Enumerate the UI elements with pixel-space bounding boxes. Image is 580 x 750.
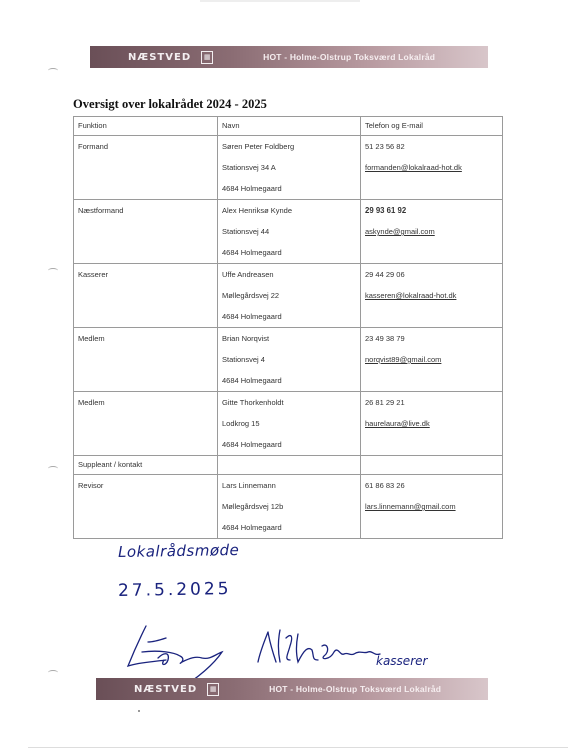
organization-name: HOT - Holme-Olstrup Toksværd Lokalråd [269,684,442,694]
contact-cell [361,456,503,475]
member-email[interactable]: formanden@lokalraad-hot.dk [365,163,462,172]
member-name: Gitte Thorkenholdt [222,398,284,407]
handwritten-role: kasserer [376,654,428,668]
page-edge [28,747,568,748]
member-name: Lars Linnemann [222,481,276,490]
punch-hole-mark [48,268,58,273]
crest-icon: ▦ [201,51,213,64]
contact-cell [361,475,503,539]
member-city: 4684 Holmegaard [222,523,282,532]
member-street: Lodkrog 15 [222,419,260,428]
signature-treasurer [258,630,380,662]
member-phone: 61 86 83 26 [365,481,405,490]
role-cell: Kasserer [74,264,218,328]
punch-hole-mark [48,466,58,471]
member-street: Møllegårdsvej 12b [222,502,284,511]
contact-cell [361,328,503,392]
table-row [74,392,503,456]
member-phone: 26 81 29 21 [365,398,405,407]
role-cell: Revisor [74,475,218,539]
handwritten-note: Lokalrådsmøde [117,540,240,562]
member-phone: 29 44 29 06 [365,270,405,279]
document-title: Oversigt over lokalrådet 2024 - 2025 [73,97,267,111]
organization-name: HOT - Holme-Olstrup Toksværd Lokalråd [263,52,436,62]
member-city: 4684 Holmegaard [222,440,282,449]
contact-cell [361,264,503,328]
handwritten-date: 27.5.2025 [117,579,232,601]
member-street: Stationsvej 4 [222,355,265,364]
role-cell: Medlem [74,392,218,456]
crest-icon: ▦ [207,683,219,696]
table-row [74,136,503,200]
name-cell [218,264,361,328]
role-cell: Formand [74,136,218,200]
table-row [74,200,503,264]
role-cell: Medlem [74,328,218,392]
member-name: Alex Henriksø Kynde [222,206,293,215]
member-city: 4684 Holmegaard [222,184,282,193]
contact-cell [361,200,503,264]
member-street: Stationsvej 34 A [222,163,276,172]
scan-edge [200,0,360,2]
role-cell: Næstformand [74,200,218,264]
contact-cell [361,136,503,200]
scan-dot [138,710,140,712]
council-table [73,116,503,539]
member-street: Stationsvej 44 [222,227,270,236]
punch-hole-mark [48,68,58,73]
header-funktion: Funktion [74,117,218,136]
member-phone: 51 23 56 82 [365,142,405,151]
table-row [74,328,503,392]
member-city: 4684 Holmegaard [222,312,282,321]
member-email[interactable]: kasseren@lokalraad-hot.dk [365,291,457,300]
member-email[interactable]: askynde@gmail.com [365,227,435,236]
name-cell [218,475,361,539]
member-email[interactable]: lars.linnemann@gmail.com [365,502,456,511]
brand-logo-text: NÆSTVED [134,683,198,695]
brand-logo-text: NÆSTVED [128,51,192,63]
member-phone: 29 93 61 92 [365,206,407,215]
footer-banner [96,678,488,700]
name-cell [218,392,361,456]
member-phone: 23 49 38 79 [365,334,405,343]
member-email[interactable]: norqvist89@gmail.com [365,355,442,364]
table-header-row [74,117,503,136]
name-cell [218,136,361,200]
table-row [74,264,503,328]
table-row [74,475,503,539]
member-name: Søren Peter Foldberg [222,142,295,151]
name-cell [218,328,361,392]
member-city: 4684 Holmegaard [222,376,282,385]
member-name: Uffe Andreasen [222,270,274,279]
member-email[interactable]: haurelaura@live.dk [365,419,430,428]
punch-hole-mark [48,670,58,675]
role-cell: Suppleant / kontakt [74,456,218,475]
name-cell [218,200,361,264]
member-street: Møllegårdsvej 22 [222,291,280,300]
table-row [74,456,503,475]
header-navn: Navn [218,117,361,136]
contact-cell [361,392,503,456]
member-name: Brian Norqvist [222,334,270,343]
header-banner [90,46,488,68]
name-cell [218,456,361,475]
member-city: 4684 Holmegaard [222,248,282,257]
header-kontakt: Telefon og E-mail [361,117,503,136]
